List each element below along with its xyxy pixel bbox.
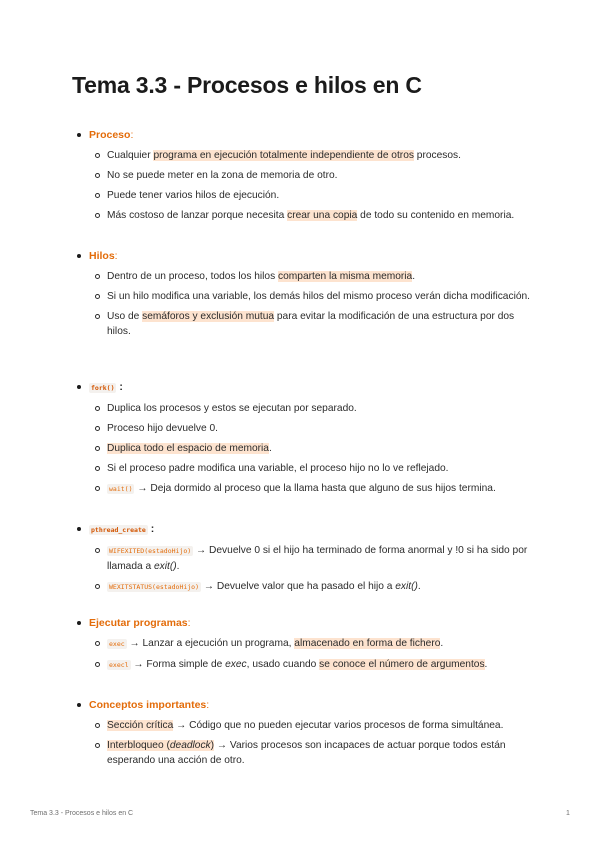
list-item: Más costoso de lanzar porque necesita crear una copia de todo su contenido en memoria. xyxy=(72,208,532,223)
list-item: Sección crítica → Código que no pueden ejecutar varios procesos de forma simultánea. xyxy=(72,718,532,733)
section-heading: Hilos: xyxy=(72,248,532,264)
list-item: Cualquier programa en ejecución totalmente independiente de otros procesos. xyxy=(72,148,532,163)
page-number: 1 xyxy=(566,810,570,817)
list-item: WEXITSTATUS(estadoHijo) → Devuelve valor que ha pasado el hijo a exit(). xyxy=(72,579,532,595)
list-item: WIFEXITED(estadoHijo) → Devuelve 0 si el hijo ha terminado de forma anormal y !0 si ha sido por llamada a exit(). xyxy=(72,543,532,574)
sub-list xyxy=(72,543,532,595)
section-heading: Proceso: xyxy=(72,127,532,143)
list-item: Duplica los procesos y estos se ejecutan por separado. xyxy=(72,401,532,416)
sub-list xyxy=(72,718,532,768)
sub-list xyxy=(72,148,532,223)
list-item: Proceso hijo devuelve 0. xyxy=(72,421,532,436)
list-item: Dentro de un proceso, todos los hilos comparten la misma memoria. xyxy=(72,269,532,284)
section-pthread xyxy=(72,521,532,595)
list-item: wait() → Deja dormido al proceso que la llama hasta que alguno de sus hijos termina. xyxy=(72,481,532,497)
section-heading: fork() : xyxy=(72,379,532,396)
page-title: Tema 3.3 - Procesos e hilos en C xyxy=(72,72,422,98)
section-proceso xyxy=(72,127,532,223)
list-item: Si el proceso padre modifica una variable, el proceso hijo no lo ve reflejado. xyxy=(72,461,532,476)
list-item: No se puede meter en la zona de memoria de otro. xyxy=(72,168,532,183)
section-heading: pthread_create : xyxy=(72,521,532,538)
section-fork xyxy=(72,379,532,497)
section-ejecutar xyxy=(72,615,532,673)
sub-list xyxy=(72,636,532,673)
section-conceptos xyxy=(72,697,532,768)
list-item: execl → Forma simple de exec, usado cuando se conoce el número de argumentos. xyxy=(72,657,532,673)
list-item: Si un hilo modifica una variable, los demás hilos del mismo proceso verán dicha modificación. xyxy=(72,289,532,304)
list-item: Duplica todo el espacio de memoria. xyxy=(72,441,532,456)
section-hilos xyxy=(72,248,532,339)
section-heading: Ejecutar programas: xyxy=(72,615,532,631)
section-heading: Conceptos importantes: xyxy=(72,697,532,713)
list-item: exec → Lanzar a ejecución un programa, almacenado en forma de fichero. xyxy=(72,636,532,652)
footer-title: Tema 3.3 - Procesos e hilos en C xyxy=(30,810,134,817)
sub-list xyxy=(72,401,532,497)
sub-list xyxy=(72,269,532,339)
list-item: Interbloqueo (deadlock) → Varios procesos son incapaces de actuar porque todos están esperando una acción de otro. xyxy=(72,738,532,768)
list-item: Uso de semáforos y exclusión mutua para evitar la modificación de una estructura por dos hilos. xyxy=(72,309,532,339)
list-item: Puede tener varios hilos de ejecución. xyxy=(72,188,532,203)
